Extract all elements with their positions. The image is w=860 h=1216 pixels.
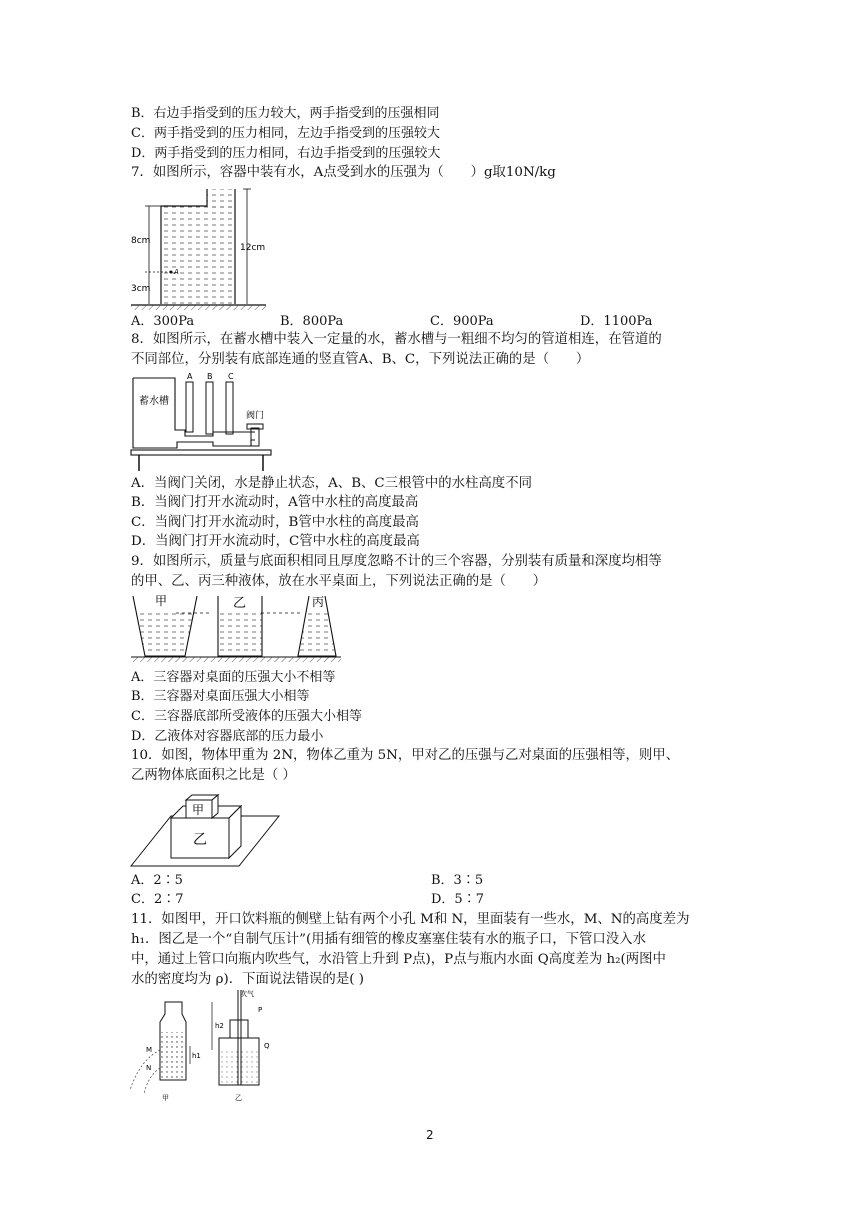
q11-caption-jia: 甲 [162, 1094, 169, 1102]
q10-stem-line1: 10．如图，物体甲重为 2N，物体乙重为 5N，甲对乙的压强与乙对桌面的压强相等，则甲、 [131, 748, 680, 763]
q11-line3: 中，通过上管口向瓶内吹些气，水沿管上升到 P点)，P点与瓶内水面 Q高度差为 h₂(两图中 [131, 952, 666, 967]
page-number: 2 [426, 1128, 434, 1142]
option-b-prev: B．右边手指受到的压力较大，两手指受到的压强相同 [131, 106, 440, 121]
q8-option-a: A．当阀门关闭，水是静止状态，A、B、C三根管中的水柱高度不同 [131, 476, 532, 491]
q10-stem-line2: 乙两物体底面积之比是（ ） [131, 768, 296, 783]
q11-label-q: Q [264, 1042, 270, 1050]
q11-label-m: M [146, 1046, 153, 1054]
q8-option-d: D．当阀门打开水流动时，C管中水柱的高度最高 [131, 534, 420, 549]
q7-label-3cm: 3cm [131, 284, 151, 294]
q10-option-a: A．2∶5 [131, 873, 183, 888]
q7-label-12cm: 12cm [240, 243, 266, 253]
q9-option-a: A．三容器对桌面的压强大小不相等 [131, 670, 336, 685]
q8-option-b: B．当阀门打开水流动时，A管中水柱的高度最高 [131, 495, 419, 510]
option-d-prev: D．两手指受到的压力相同，右边手指受到的压强较大 [131, 146, 441, 161]
q11-line1: 11．如图甲，开口饮料瓶的侧壁上钻有两个小孔 M和 N，里面装有一些水，M、N的高度差为 [131, 912, 690, 927]
q8-label-c: C [228, 372, 234, 381]
q7-label-8cm: 8cm [131, 236, 151, 246]
q9-stem-line1: 9．如图所示，质量与底面积相同且厚度忽略不计的三个容器，分别装有质量和深度均相等 [131, 554, 662, 569]
q9-option-d: D．乙液体对容器底部的压力最小 [131, 729, 324, 744]
q11-figure [120, 990, 290, 1110]
q9-figure [131, 593, 341, 665]
q10-label-jia: 甲 [192, 803, 205, 817]
q11-label-blow: 吹气 [240, 990, 254, 998]
q10-option-c: C．2∶7 [131, 892, 184, 907]
q7-option-a: A．300Pa [131, 314, 195, 329]
q9-label-jia: 甲 [155, 594, 168, 608]
q11-caption-yi: 乙 [235, 1094, 242, 1102]
q7-figure [131, 186, 281, 311]
q9-label-bing: 丙 [312, 595, 325, 609]
q8-label-a: A [187, 372, 193, 381]
q7-option-c: C．900Pa [430, 314, 494, 329]
q9-stem-line2: 的甲、乙、丙三种液体，放在水平桌面上，下列说法正确的是（ ） [131, 574, 547, 589]
q7-option-b: B．800Pa [280, 314, 344, 329]
q10-label-yi: 乙 [193, 832, 207, 848]
q11-label-h2: h2 [215, 1022, 224, 1030]
option-c-prev: C．两手指受到的压力相同，左边手指受到的压强较大 [131, 126, 440, 141]
q7-option-d: D．1100Pa [580, 314, 653, 329]
q8-figure [131, 370, 276, 473]
q11-label-p: P [258, 1006, 263, 1014]
q8-stem-line1: 8．如图所示，在蓄水槽中装入一定量的水，蓄水槽与一粗细不均匀的管道相连，在管道的 [131, 332, 662, 347]
q9-option-b: B．三容器对桌面压强大小相等 [131, 689, 310, 704]
q8-label-b: B [207, 372, 213, 381]
q8-stem-line2: 不同部位，分别装有底部连通的竖直管A、B、C，下列说法正确的是（ ） [131, 352, 590, 367]
q10-figure [131, 786, 281, 868]
q7-label-a: A [174, 268, 179, 276]
q8-label-tank: 蓄水槽 [139, 396, 169, 407]
q7-stem: 7．如图所示，容器中装有水，A点受到水的压强为（ ）g取10N/kg [131, 165, 556, 180]
q8-option-c: C．当阀门打开水流动时，B管中水柱的高度最高 [131, 515, 419, 530]
q10-option-d: D．5∶7 [431, 892, 484, 907]
q9-option-c: C．三容器底部所受液体的压强大小相等 [131, 709, 362, 724]
q11-line4: 水的密度均为 ρ)．下面说法错误的是( ) [131, 972, 364, 987]
q11-label-n: N [146, 1064, 152, 1072]
q11-label-h1: h1 [192, 1052, 201, 1060]
q11-line2: h₁．图乙是一个“自制气压计”(用插有细管的橡皮塞塞住装有水的瓶子口，下管口没入水 [131, 932, 646, 947]
q10-option-b: B．3∶5 [431, 873, 484, 888]
q9-label-yi: 乙 [233, 596, 247, 611]
q8-label-valve: 阀门 [246, 411, 265, 421]
